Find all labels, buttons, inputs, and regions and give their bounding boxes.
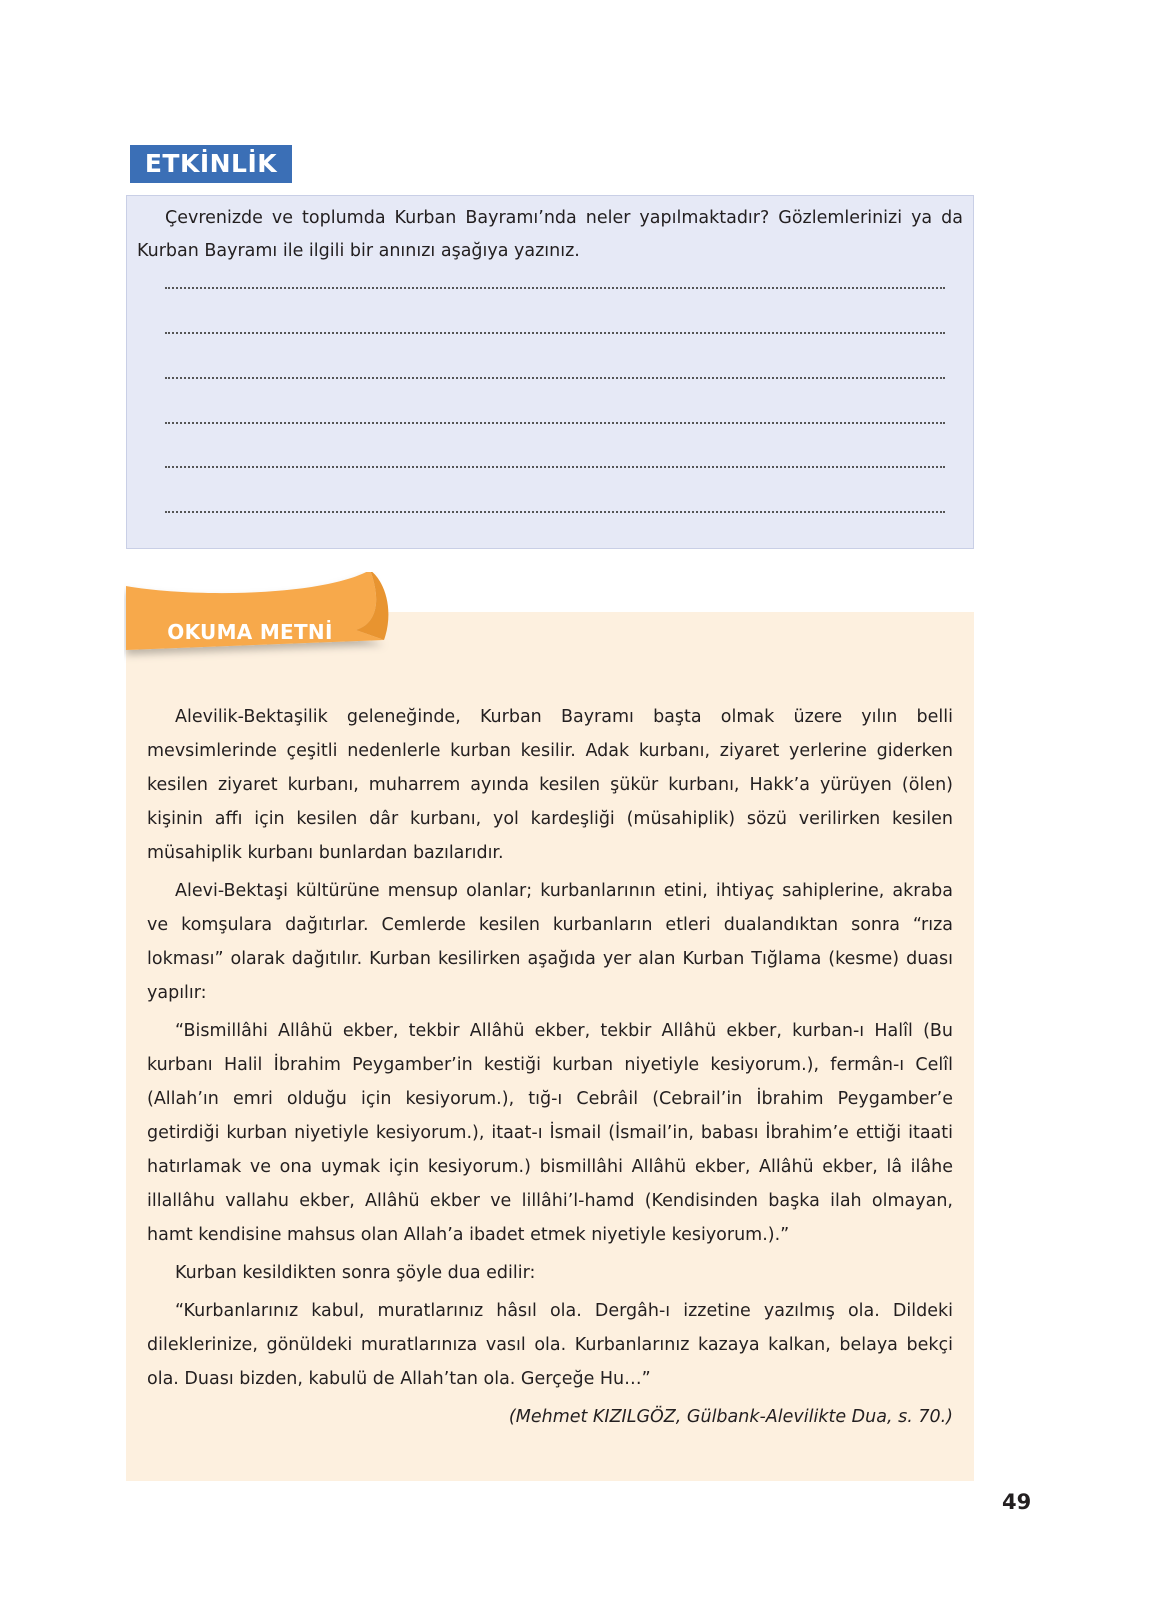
answer-line[interactable] <box>165 377 945 379</box>
answer-line[interactable] <box>165 332 945 334</box>
answer-line[interactable] <box>165 422 945 424</box>
activity-label: ETKİNLİK <box>130 145 292 183</box>
answer-line[interactable] <box>165 511 945 513</box>
reading-citation: (Mehmet KIZILGÖZ, Gülbank-Alevilikte Dua, s. 70.) <box>508 1407 953 1427</box>
activity-box <box>126 195 974 549</box>
reading-paragraph: Kurban kesildikten sonra şöyle dua edilir: <box>175 1263 536 1283</box>
reading-paragraph: “Kurbanlarınız kabul, muratlarınız hâsıl ola. Dergâh-ı izzetine yazılmış ola. Dildeki dileklerinize, gönüldeki muratlarınıza vasıl ola. Kurbanlarınız kazaya kalkan, belaya bekçi ola. Duası bizden, kabulü de Allah’tan ola. Gerçeğe Hu…” <box>147 1301 953 1389</box>
reading-text <box>147 700 953 1438</box>
activity-prompt: Çevrenizde ve toplumda Kurban Bayramı’nda neler yapılmaktadır? Gözlemlerinizi ya da Kurban Bayramı ile ilgili bir anınızı aşağıya yazınız. <box>137 208 963 261</box>
answer-line[interactable] <box>165 466 945 468</box>
reading-label: OKUMA METNİ <box>167 620 333 644</box>
reading-paragraph: Alevilik-Bektaşilik geleneğinde, Kurban Bayramı başta olmak üzere yılın belli mevsimlerinde çeşitli nedenlerle kurban kesilir. Adak kurbanı, ziyaret yerlerine giderken kesilen ziyaret kurbanı, muharrem ayında kesilen şükür kurbanı, Hakk’a yürüyen (ölen) kişinin affı için kesilen dâr kurbanı, yol kardeşliği (müsahiplik) sözü verilirken kesilen müsahiplik kurbanı bunlardan bazılarıdır. <box>147 707 953 863</box>
reading-paragraph: Alevi-Bektaşi kültürüne mensup olanlar; kurbanlarının etini, ihtiyaç sahiplerine, akraba ve komşulara dağıtırlar. Cemlerde kesilen kurbanların etleri dualandıktan sonra “rıza lokması” olarak dağıtılır. Kurban kesilirken aşağıda yer alan Kurban Tığlama (kesme) duası yapılır: <box>147 881 953 1003</box>
page-number: 49 <box>1002 1490 1032 1514</box>
reading-paragraph: “Bismillâhi Allâhü ekber, tekbir Allâhü ekber, tekbir Allâhü ekber, kurban-ı Halîl (Bu kurbanı Halil İbrahim Peygamber’in kestiği kurban niyetiyle kesiyorum.), fermân-ı Celîl (Allah’ın emri olduğu için kesiyorum.), tığ-ı Cebrâil (Cebrail’in İbrahim Peygamber’e getirdiği kurban niyetiyle kesiyorum.), itaat-ı İsmail (İsmail’in, babası İbrahim’e ettiği itaati hatırlamak ve ona uymak için kesiyorum.) bismillâhi Allâhü ekber, Allâhü ekber, lâ ilâhe illallâhu vallahu ekber, Allâhü ekber ve lillâhi’l-hamd (Kendisinden başka ilah olmayan, hamt kendisine mahsus olan Allah’a ibadet etmek niyetiyle kesiyorum.).” <box>147 1021 953 1245</box>
answer-line[interactable] <box>165 287 945 289</box>
